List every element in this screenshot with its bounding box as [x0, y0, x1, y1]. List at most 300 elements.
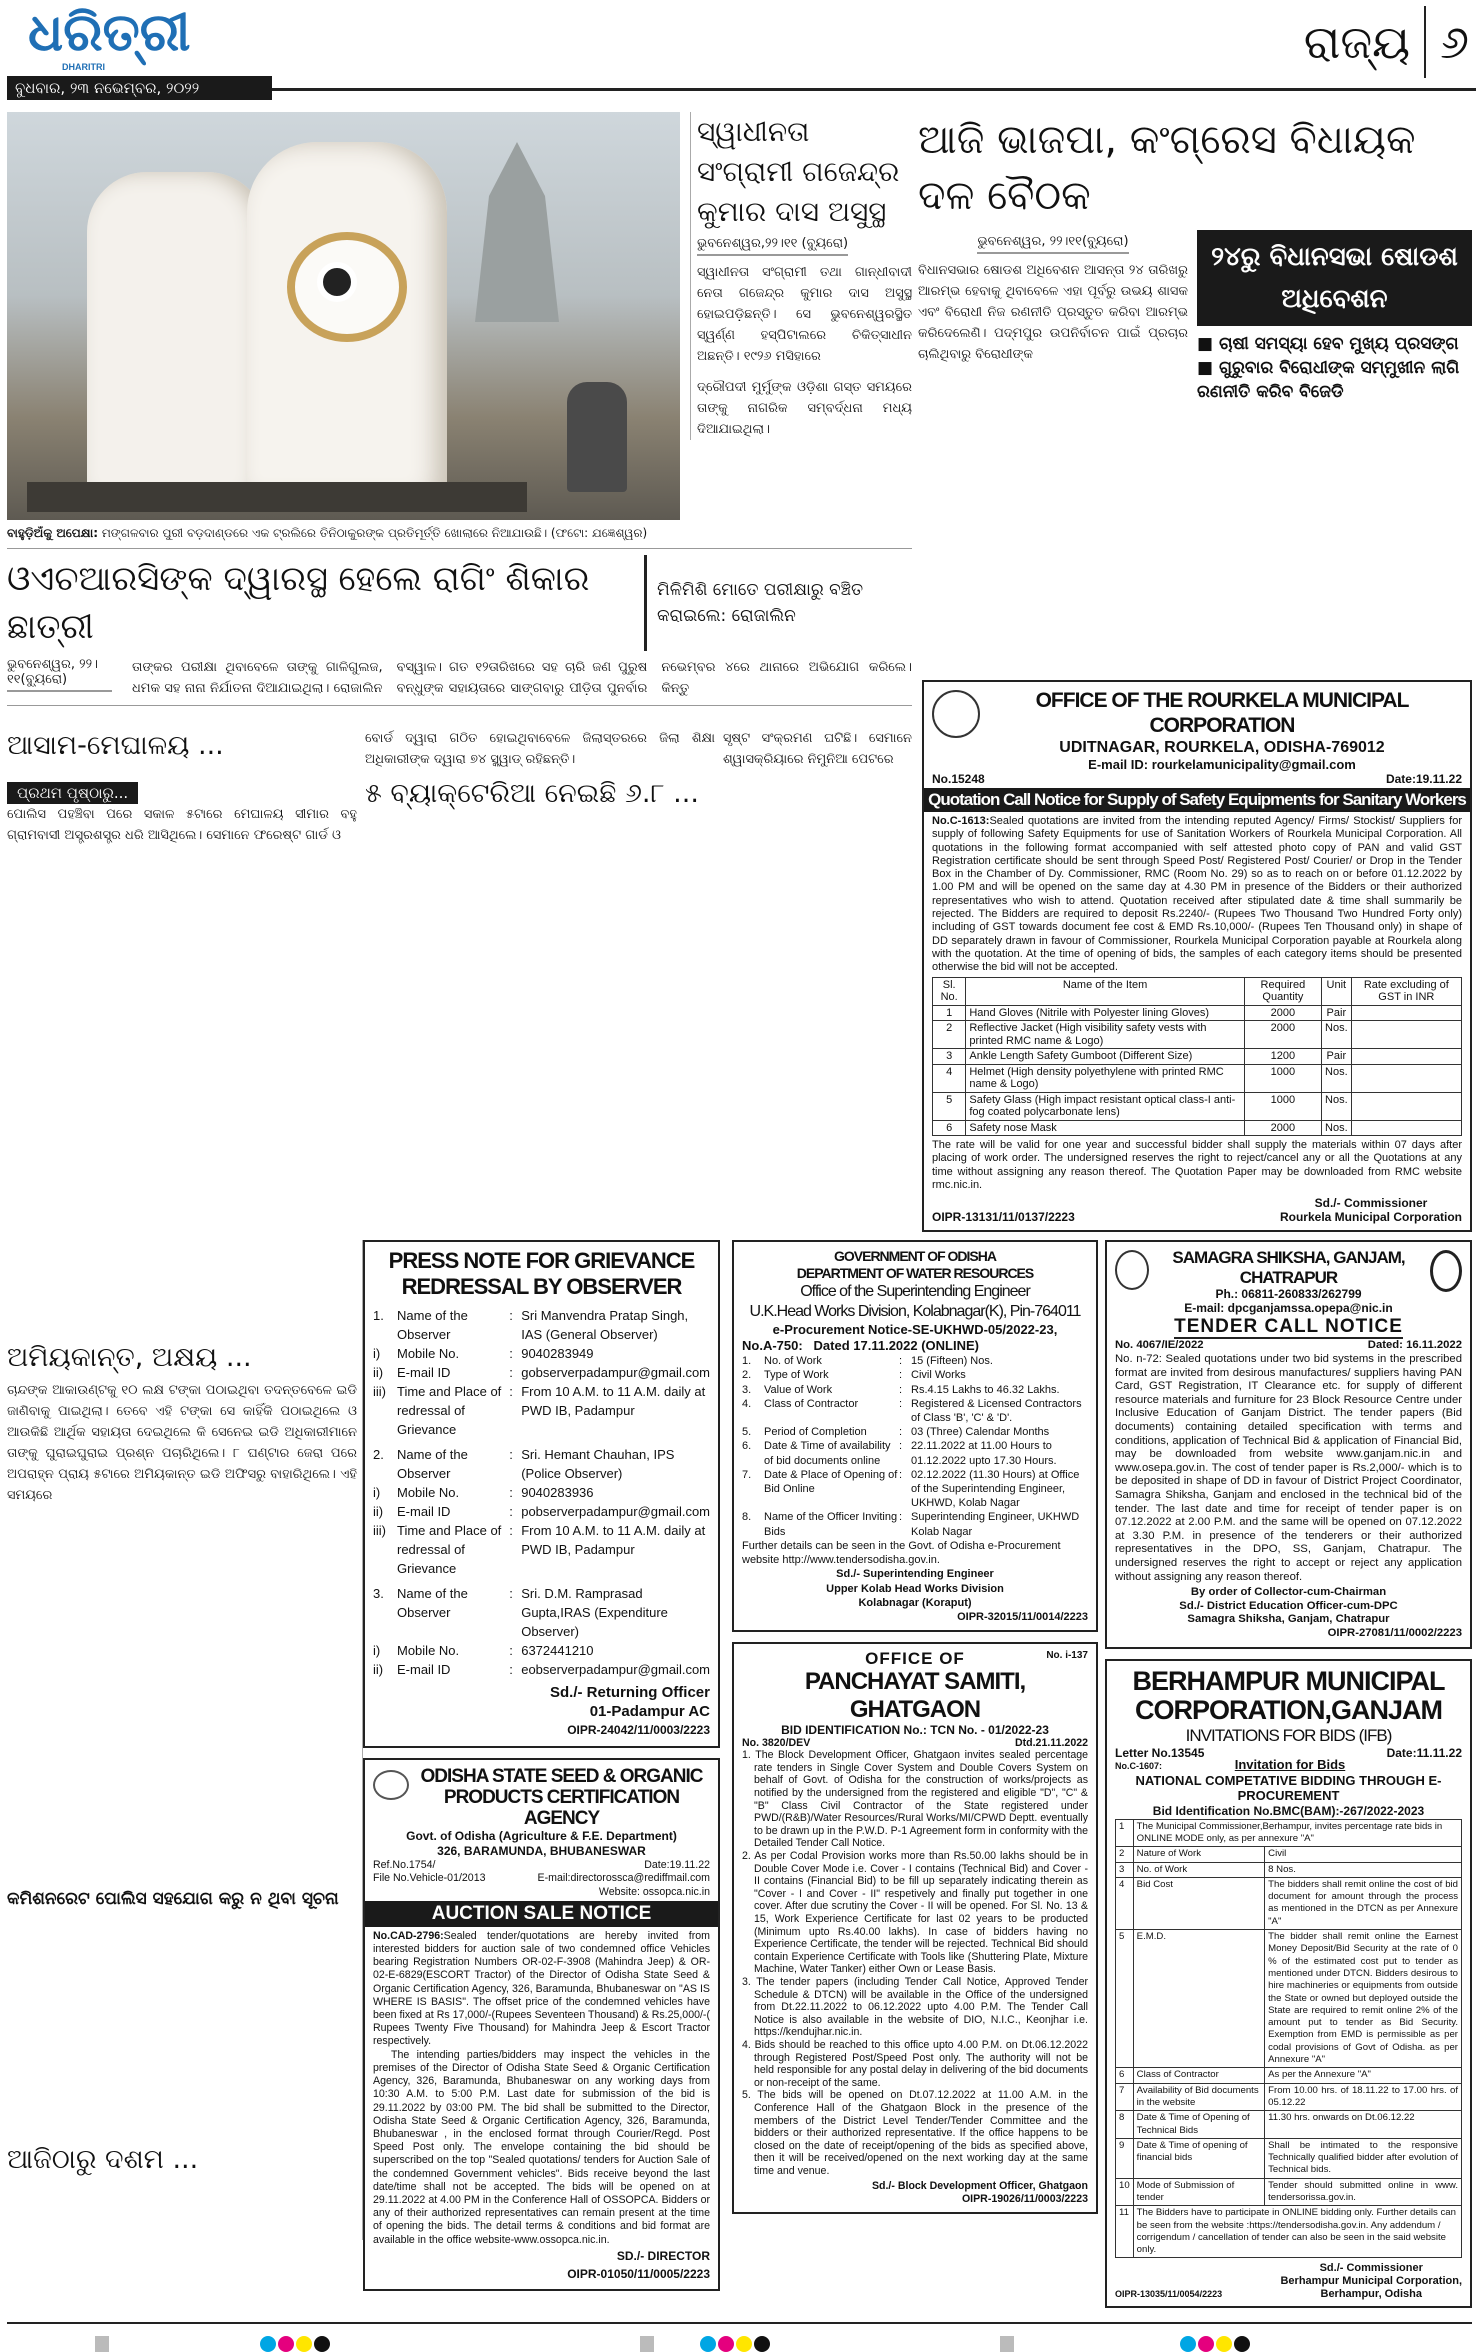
story-assembly-headline: ଆଜି ଭାଜପା, କଂଗ୍ରେସ ବିଧାୟକ ଦଳ ବୈଠକ	[918, 117, 1416, 219]
tender-item: 1. The Block Development Officer, Ghatgaon invites sealed percentage rate tenders in Single Cover System and Double Covers System on behalf of Govt. of Odisha for the construction of works/projects as notified by the undersigned from the registered and eligible "D", "C" & "B" Class Civil Contractor of the State registered under PWD/(R&B)/Water Resources/Rural Works/MI/CPWD Deptt. eventually to be drawn up in the P.W.D. P-1 Agreement form in conformity with the Detailed Tender Call Notice.	[742, 1749, 1088, 1850]
table-cell: No. of Work	[1133, 1862, 1264, 1877]
ad-body: No. n-72: Sealed quotations under two bid systems in the prescribed format are invited from desirous manufactures/ suppliers having PAN Card, GST Registration, IT Clearance etc. for supply of different resource materials and furniture for 23 Block Resource Centre under Inclusive Education of Ganjam District. The tender papers (Bid documents) containing detailed specification with terms and conditions, application of Technical Bid & application of Financial Bid, may be downloaded from website www.ganjam.nic.in and www.osepa.gov.in. The cost of tender paper is Rs.2,000/- which is to be deposited in shape of DD in favour of District Project Coordinator, Samagra Shiksha, Ganjam and enclosed in the technical bid of the tender. The last date and time for receipt of tender paper is on 07.12.2022 at 2.00 P.M. and the same will be opened on 07.12.2022 at 3.30 P.M. in presence of the tenderers or their authorized representatives in the DPO, SS, Ganjam, Chatrapur. The undersigned reserves the right to accept or reject any application without assigning any reason thereof.	[1115, 1353, 1462, 1583]
ad-website: Website: ossopca.nic.in	[598, 1885, 710, 1898]
table-row	[933, 1021, 1462, 1049]
bid-id: Bid Identification No.BMC(BAM):-267/2022-2023	[1152, 1803, 1425, 1818]
table-cell	[1351, 1064, 1461, 1092]
field-value: 22.11.2022 at 11.00 Hours to 01.12.2022 upto 17.30 Hours.	[911, 1440, 1057, 1467]
ad-department: Govt. of Odisha (Agriculture & F.E. Department)	[406, 1829, 677, 1844]
table-cell: 5	[933, 1092, 966, 1120]
dateline: ଭୁବନେଶ୍ୱର, ୨୨।୧୧(ବ୍ୟୁରୋ)	[977, 234, 1128, 254]
table-cell: The Municipal Commissioner,Berhampur, invites percentage rate bids in ONLINE MODE only, as per annexure "A"	[1133, 1819, 1461, 1847]
section-heading: ଆଜିଠାରୁ ଦଶମ ...	[7, 2144, 199, 2176]
footer-rule	[7, 2322, 1472, 2324]
separator: :	[509, 1365, 513, 1381]
table-cell	[1351, 1021, 1461, 1049]
separator: :	[899, 1468, 903, 1481]
section-heading: ୫ ବ୍ୟାକ୍ଟେରିଆ ନେଇଛି ୬.୮ ...	[365, 778, 699, 809]
logo-subtitle: DHARITRI	[62, 62, 105, 72]
table-cell: 8 Nos.	[1265, 1862, 1462, 1877]
session-bullets	[1197, 332, 1472, 404]
field-value: 6372441210	[521, 1643, 594, 1659]
table-cell: Pair	[1322, 1005, 1352, 1021]
field-label: Type of Work	[764, 1369, 829, 1382]
table-cell: Shall be intimated to the responsive Technically qualified bidder after evolution of Technical bids.	[1265, 2138, 1462, 2178]
notice-number: e-Procurement Notice-SE-UKHWD-05/2022-23,	[772, 1322, 1058, 1338]
signatory-order: By order of Collector-cum-Chairman	[1190, 1586, 1387, 1599]
table-cell: 2000	[1244, 1120, 1321, 1136]
item-index: iii)	[373, 1523, 386, 1539]
item-index: ii)	[373, 1504, 384, 1520]
oipr-number: OIPR-19026/11/0003/2223	[961, 2193, 1088, 2206]
items-table	[932, 977, 1462, 1137]
signatory-office: Berhampur Municipal Corporation,	[1280, 2275, 1462, 2288]
table-row	[1116, 2138, 1462, 2178]
story-ragging-subhead: ମିଳିମିଶି ମୋତେ ପରୀକ୍ଷାରୁ ବଞ୍ଚିତ କରାଇଲେ: ରୋଜାଲିନ	[657, 580, 864, 626]
field-label: Period of Completion	[764, 1426, 867, 1439]
separator: :	[509, 1662, 513, 1678]
table-cell: 11.30 hrs. onwards on Dt.06.12.22	[1265, 2111, 1462, 2139]
ref-number: Ref.No.1754/	[373, 1859, 436, 1872]
tender-items	[742, 1749, 1088, 2177]
field-label: Time and Place of redressal of Grievance	[397, 1523, 502, 1577]
ad-title: SAMAGRA SHIKSHA, GANJAM, CHATRAPUR	[1172, 1248, 1405, 1288]
table-cell: 2000	[1244, 1021, 1321, 1049]
ad-subtitle: INVITATIONS FOR BIDS (IFB)	[1185, 1725, 1392, 1745]
notice-date: Dated 17.11.2022 (ONLINE)	[813, 1338, 979, 1354]
ad-rourkela-municipal	[922, 680, 1472, 1232]
table-cell	[1351, 1092, 1461, 1120]
table-cell: The bidders shall remit online the cost of bid document for amount through the process as mentioned in the DTCN as per Annexure "A"	[1265, 1877, 1462, 1929]
field-label: Value of Work	[764, 1383, 833, 1396]
bullet-item: ■ ଗୁରୁବାର ବିରୋଧୀଙ୍କ ସମ୍ମୁଖୀନ ଲାଗି ରଣନୀତି କରିବ ବିଜେଡି	[1197, 358, 1460, 402]
section-body: ଚାନ୍ଦଙ୍କ ଆକାଉଣ୍ଟକୁ ୧୦ ଲକ୍ଷ ଟଙ୍କା ପଠାଇଥିବା ତଦନ୍ତବେଳେ ଇଡି ଜାଣିବାକୁ ପାଇଥିଲା। ତେବେ ଏହି ଟଙ୍କା ସେ କାହିଁକି ପଠାଇଥିଲେ ଓ ଆଉକିଛି ଆର୍ଥିକ ସହାୟତା ଦେଇଥିଲେ କି ସେନେଇ ଇଡି ଅଧିକାରୀମାନେ ତାଙ୍କୁ ଘୁରାଇଘୁରାଇ ପ୍ରଶ୍ନ ପଚାରିଥିଲେ। ୮ ଘଣ୍ଟାର ଜେରା ପରେ ଅପରାହ୍ନ ପ୍ରାୟ ୫ଟାରେ ଅମିୟକାନ୍ତ ଇଡି ଅଫିସରୁ ବାହାରିଥିଲେ। ଏହି ସମୟରେ	[7, 1383, 357, 1504]
section-rule	[7, 548, 912, 549]
table-cell: 1	[933, 1005, 966, 1021]
table-cell: Date & Time of Opening of Technical Bids	[1133, 2111, 1264, 2139]
field-label: E-mail ID	[397, 1662, 451, 1678]
separator: :	[899, 1369, 903, 1382]
field-value: 02.12.2022 (11.30 Hours) at Office of the Superintending Engineer, UKHWD, Kolab Nagar	[911, 1468, 1080, 1510]
signatory-location: Kolabnagar (Koraput)	[858, 1596, 972, 1609]
table-cell: Nos.	[1322, 1064, 1352, 1092]
item-index: 3.	[373, 1586, 384, 1602]
field-value: From 10 A.M. to 11 A.M. daily at PWD IB, Padampur	[521, 1384, 706, 1419]
separator: :	[509, 1384, 513, 1400]
table-row	[1116, 1847, 1462, 1862]
signatory-office: Samagra Shiksha, Ganjam, Chatrapur	[1187, 1613, 1390, 1626]
table-row	[933, 1005, 1462, 1021]
field-label: Name of the Observer	[397, 1586, 468, 1621]
story-freedom-fighter	[690, 112, 912, 440]
table-cell: Availability of Bid documents in the website	[1133, 2083, 1264, 2111]
ref-number: No.C-1607:	[1115, 1761, 1163, 1772]
table-cell: 4	[933, 1064, 966, 1092]
field-value: Sri. D.M. Ramprasad Gupta,IRAS (Expenditure Observer)	[521, 1586, 668, 1640]
separator: :	[899, 1383, 903, 1396]
item-index: 1.	[742, 1355, 752, 1368]
table-cell: 1000	[1244, 1092, 1321, 1120]
item-index: 1.	[373, 1308, 384, 1324]
ad-title: OFFICE OF THE ROURKELA MUNICIPAL CORPORATION	[1035, 689, 1409, 737]
table-cell: Pair	[1322, 1049, 1352, 1065]
field-value: Civil Works	[911, 1369, 966, 1382]
separator: :	[899, 1426, 903, 1439]
section-divider	[1424, 6, 1426, 78]
field-label: E-mail ID	[397, 1504, 451, 1520]
ad-number: No.15248	[932, 772, 985, 786]
field-value: 9040283949	[521, 1346, 594, 1362]
ad-footer: The rate will be valid for one year and successful bidder shall supply the materials within 07 days after placing of work order. The undersigned reserves the right to reject/cancel any or all the Quotations at any time without assigning any reason thereof. The Quotation Paper may be downloaded from RMC website rmc.nic.in.	[932, 1139, 1462, 1191]
ss-logo-icon	[1430, 1250, 1462, 1292]
item-index: 2.	[742, 1369, 752, 1382]
table-row	[1116, 1877, 1462, 1929]
field-value: 9040283936	[521, 1485, 594, 1501]
item-index: i)	[373, 1485, 381, 1501]
ad-phone: Ph.: 06811-260833/262799	[1215, 1287, 1362, 1302]
field-label: Mobile No.	[397, 1643, 460, 1659]
bid-id: BID IDENTIFICATION No.: TCN No. - 01/2022-23	[781, 1723, 1049, 1738]
section-rule	[7, 705, 912, 706]
caption-text: ମଙ୍ଗଳବାର ପୁରୀ ବଡ଼ଦାଣ୍ଡରେ ଏକ ଟ୍ରଲିରେ ତିନିଠାକୁରଙ୍କ ପ୍ରତିମୂର୍ତ୍ତି ଖୋଲାରେ ନିଆଯାଉଛି। (ଫଟୋ: ଯଜ୍ଞେଶ୍ୱର)	[98, 526, 648, 540]
table-cell	[1351, 1120, 1461, 1136]
ad-panchayat-samiti	[732, 1642, 1098, 2214]
table-cell: As per the Annexure "A"	[1265, 2068, 1462, 2083]
invitation-heading: Invitation for Bids	[1234, 1757, 1346, 1773]
ad-date: Date:11.11.22	[1386, 1745, 1462, 1760]
ad-govt: GOVERNMENT OF ODISHA	[833, 1248, 996, 1265]
observer-list	[373, 1306, 710, 1679]
signatory-office: Upper Kolab Head Works Division	[826, 1582, 1004, 1595]
story-ragging-headline: ଓଏଚଆରସିଙ୍କ ଦ୍ୱାରସ୍ଥ ହେଲେ ରାଗିଂ ଶିକାର ଛାତ୍ରୀ	[7, 555, 647, 651]
ad-press-note-observer	[363, 1240, 720, 1748]
item-index: i)	[373, 1643, 381, 1659]
ref-number: No.A-750:	[742, 1338, 803, 1354]
item-index: 3.	[742, 1383, 752, 1396]
top-right-region	[918, 112, 1472, 1232]
ad-banner: TENDER CALL NOTICE	[1174, 1316, 1403, 1338]
front-page-label: ପ୍ରଥମ ପୃଷ୍ଠାରୁ...	[7, 782, 138, 804]
table-row	[1116, 2206, 1462, 2258]
tender-item: 3. The tender papers (including Tender Call Notice, Approved Tender Schedule & DTCN) will be available in the Office of the undersigned from Dt.22.11.2022 to 06.12.2022 upto 4.00 P.M. The Tender Call Notice is also available in the website of DIO, N.I.C., Keonjhar i.e. https://kendujhar.nic.in.	[742, 1975, 1088, 2039]
field-label: No. of Work	[764, 1355, 822, 1368]
field-label: Time and Place of redressal of Grievance	[397, 1384, 502, 1438]
table-cell: 4	[1116, 1877, 1134, 1929]
signatory-location: Berhampur, Odisha	[1320, 2287, 1422, 2300]
field-label: Class of Contractor	[764, 1397, 859, 1410]
table-cell: 6	[1116, 2068, 1134, 2083]
signatory: SD./- DIRECTOR	[616, 2248, 710, 2263]
trolley	[27, 482, 527, 512]
effigy-eye	[317, 262, 357, 302]
table-cell: 10	[1116, 2178, 1134, 2206]
session-box: ୨୪ରୁ ବିଧାନସଭା ଷୋଡଶ ଅଧିବେଶନ	[1197, 230, 1472, 326]
field-label: Date & Time of availability of bid documents online	[764, 1440, 891, 1467]
tender-item: 2. As per Codal Provision works more than Rs.50.00 lakhs should be in Double Cover Mode i.e. Cover - I contains (Technical Bid) and Cover - II contains (Financial Bid) to be fill up separately indicating therein as "Cover - I and Cover - II" respetively and finally put together in one cover. After due scrutiny the Cover - II will be opened. For Sl. No. 13 & 15, Work Experience Certificate for last 02 years to be producted (Minimum upto Rs.40.00 lakhs). In case of bidders having no Experience Certificate, the tender will be rejected. Technical Bid should contain Experience Certificate with Tools like (Shuttering Plate, Mixture Machine, Water Tanker) either Own or Lease Basis.	[742, 1850, 1088, 1976]
table-row	[933, 1064, 1462, 1092]
ad-address: UDITNAGAR, ROURKELA, ODISHA-769012	[1059, 739, 1385, 756]
ad-seed-certification	[363, 1758, 720, 2290]
tender-item: 4. Bids should be reached to this office upto 4.00 P.M. on Dt.06.12.2022 through Registered Post/Speed Post only. The authority will not be held responsible for any postal delay in delivering of the bid documents or non-receipt of the same.	[742, 2038, 1088, 2089]
table-row	[933, 1120, 1462, 1136]
ad-division: U.K.Head Works Division, Kolabnagar(K), Pin-764011	[749, 1303, 1081, 1321]
item-index: 6.	[742, 1440, 752, 1453]
story-ragging-body	[7, 657, 912, 699]
field-value: Superintending Engineer, UKHWD Kolab Nagar	[911, 1511, 1080, 1538]
item-index: ii)	[373, 1662, 384, 1678]
table-row	[1116, 2068, 1462, 2083]
story-body: ବିଧାନସଭାର ଷୋଡଶ ଅଧିବେଶନ ଆସନ୍ତା ୨୪ ତାରିଖରୁ ଆରମ୍ଭ ହେବାକୁ ଥିବାବେଳେ ଏହା ପୂର୍ବରୁ ଉଭୟ ଶାସକ ଏବଂ ବିରୋଧୀ ନିଜ ରଣନୀତି ପ୍ରସ୍ତୁତ କରିବା ଆରମ୍ଭ କରିଦେଲେଣି। ପଦ୍ମପୁର ଉପନିର୍ବାଚନ ପାଇଁ ପ୍ରଚାର ଚାଲିଥିବାରୁ ବିରୋଧୀଙ୍କ	[918, 263, 1188, 362]
section-header	[1304, 4, 1469, 80]
item-index: 8.	[742, 1511, 752, 1524]
further-details: Further details can be seen in the Govt. of Odisha e-Procurement website http://www.tendersodisha.gov.in.	[742, 1539, 1061, 1567]
table-row	[1116, 2178, 1462, 2206]
signatory-office: Rourkela Municipal Corporation	[1279, 1210, 1462, 1225]
lead-photo	[7, 112, 680, 520]
story-body: ତାଙ୍କର ପରୀକ୍ଷା ଥିବାବେଳେ ତାଙ୍କୁ ଗାଳିଗୁଲଜ, ଧମକ ସହ ନାନା ନିର୍ଯାତନା ଦିଆଯାଇଥିଲା। ରୋଜାଲିନ ବସ୍ୱାଳ। ଗତ ୧୨ତାରିଖରେ ସହ ଚାରି ଜଣ ପୁରୁଷ ବନ୍ଧୁଙ୍କ ସହାୟତାରେ ସାଙ୍ଗବାରୁ ପୀଡ଼ିତା ପୁନର୍ବାର ନଭେମ୍ବର ୪ରେ ଥାନାରେ ଅଭିଯୋଗ କରିଲେ। କିନ୍ତୁ	[132, 660, 912, 696]
section-body: ବୋର୍ଡ ଦ୍ୱାରା ଗଠିତ ହୋଇଥିବାବେଳେ ଜିଲାସ୍ତରରେ ଜିଲା ଶିକ୍ଷା ଅଧିକାରୀଙ୍କ ଦ୍ୱାରା ୭୪ ସ୍କ୍ୱାଡ୍ ରହିଛନ୍ତି।	[365, 731, 715, 767]
office-of: OFFICE OF	[865, 1649, 965, 1669]
table-cell: E.M.D.	[1133, 1930, 1264, 2068]
separator: :	[509, 1485, 513, 1501]
oipr-number: OIPR-13035/11/0054/2223	[1115, 2288, 1223, 2299]
photo-caption	[7, 524, 687, 542]
tender-item: 5. The bids will be opened on Dt.07.12.2022 at 11.00 A.M. in the Conference Hall of the Ghatgaon Block in the presence of the members of the District Level Tender/Tender Committee and the bidders or their authorized representative. If the office happens to be closed on the date of receipt/opening of the bids as specified above, then it will be received/opened on the next working day at the same time and venue.	[742, 2089, 1088, 2177]
signatory: Sd./- Commissioner	[1319, 2262, 1423, 2275]
table-cell: Ankle Length Safety Gumboot (Different Size)	[966, 1049, 1244, 1065]
story-assembly-body	[918, 230, 1188, 365]
table-row	[1116, 2111, 1462, 2139]
table-cell: Safety Glass (High impact resistant optical class-I anti-fog coated polycarbonate lens)	[966, 1092, 1244, 1120]
table-cell: 3	[1116, 1862, 1134, 1877]
table-row	[933, 1092, 1462, 1120]
table-cell: 9	[1116, 2138, 1134, 2178]
section-heading: କମିଶନରେଟ ପୋଲିସ ସହଯୋଗ କରୁ ନ ଥିବା ସୂଚନା	[7, 1889, 339, 1910]
table-cell: Nos.	[1322, 1120, 1352, 1136]
field-value: Rs.4.15 Lakhs to 46.32 Lakhs.	[911, 1383, 1060, 1396]
ad-office: Office of the Superintending Engineer	[800, 1283, 1030, 1301]
item-index: 5.	[742, 1426, 752, 1439]
field-label: E-mail ID	[397, 1365, 451, 1381]
ad-body: No.C-1613:Sealed quotations are invited from the intending reputed Agency/ Firms/ Stockist/ Suppliers for supply of following Safety Equipments for use of Sanitation Workers of Rourkela Municipal Corporation. All quotations in the following format accompanied with self attested photo copy of PAN and valid GST Registration certificate should be sent through Speed Post/ Registered Post/ Courier/ or Drop in the Tender Box in the Chamber of Dy. Commissioner, RMC (Room No. 29) so as to reach on or before 01.12.2022 by 1.00 PM and will be opened on the same day at 4.30 PM in presence of the Bidders or their authorized representatives who wish to attend. Quotation received after stipulated date & time shall summarily be rejected. The Bidders are required to deposit Rs.2240/- (Rupees Two Thousand Two Hundred Forty only) including of GST towards document fee cost & EMD Rs.10,000/- (Rupees Ten Thousand only) in shape of DD separately drawn in favour of Commissioner, Rourkela Municipal Corporation payable at Rourkela along with the quotation. At the time of opening of bids, the samples of each category items should be presented otherwise the bid will not be accepted.	[932, 815, 1462, 974]
file-number: File No.Vehicle-01/2013	[373, 1872, 486, 1885]
item-index: iii)	[373, 1384, 386, 1400]
oipr-number: OIPR-24042/11/0003/2223	[567, 1723, 710, 1738]
table-cell: Nature of Work	[1133, 1847, 1264, 1862]
bid-table	[1115, 1819, 1462, 2259]
table-header: Sl. No.	[933, 977, 966, 1005]
table-cell: 6	[933, 1120, 966, 1136]
table-cell: The Bidders have to participate in ONLINE bidding only. Further details can be seen from the website :https://tendersodisha.gov.in. Any addendum / corrigendum / cancellation of tender can also be seen in the said website only.	[1133, 2206, 1461, 2258]
dateline: ଭୁବନେଶ୍ୱର, ୨୨।୧୧(ବ୍ୟୁରୋ)	[7, 657, 112, 692]
item-index: 2.	[373, 1447, 384, 1463]
signatory: Sd./- Commissioner	[1314, 1196, 1428, 1211]
tender-details	[742, 1354, 1088, 1539]
field-value: eobserverpadampur@gmail.com	[521, 1662, 710, 1678]
ad-samagra-shiksha	[1105, 1240, 1472, 1648]
left-column-stories	[7, 1240, 363, 2240]
table-cell: 1200	[1244, 1049, 1321, 1065]
table-cell: 3	[933, 1049, 966, 1065]
temple-silhouette	[447, 142, 587, 322]
story-body: ସ୍ୱାଧୀନତା ସଂଗ୍ରାମୀ ତଥା ଗାନ୍ଧୀବାଦୀ ନେତା ଗଜେନ୍ଦ୍ର କୁମାର ଦାସ ଅସୁସ୍ଥ ହୋଇପଡ଼ିଛନ୍ତି। ସେ ଭୁବନେଶ୍ୱରସ୍ଥିତ ସ୍ୱର୍ଣ୍ଣ ହସ୍ପିଟାଲରେ ଚିକିତ୍ସାଧୀନ ଅଛନ୍ତି। ୧୯୨୬ ମସିହାରେ	[697, 265, 912, 364]
section-body: ସୃଷ୍ଟ ସଂକ୍ରମଣ ଘଟିଛି। ସେମାନେ ଶ୍ୱାସକ୍ରିୟାରେ ନିମୁନିଆ ପେଟରେ	[723, 731, 912, 767]
cyclist	[567, 382, 627, 492]
separator: :	[509, 1504, 513, 1520]
ad-title: BERHAMPUR MUNICIPAL CORPORATION,GANJAM	[1132, 1665, 1445, 1725]
rmc-seal-icon	[932, 690, 980, 738]
table-cell: Civil	[1265, 1847, 1462, 1862]
field-value: 15 (Fifteen) Nos.	[911, 1355, 993, 1368]
table-cell: 2	[933, 1021, 966, 1049]
headline: ସ୍ୱାଧୀନତା ସଂଗ୍ରାମୀ ଗଜେନ୍ଦ୍ର କୁମାର ଦାସ ଅସୁସ୍ଥ	[697, 115, 900, 228]
field-value: gobserverpadampur@gmail.com	[521, 1365, 710, 1381]
masthead-rule	[272, 88, 1476, 91]
table-cell: From 10.00 hrs. of 18.11.22 to 17.00 hrs. of 05.12.22	[1265, 2083, 1462, 2111]
oipr-number: OIPR-01050/11/0005/2223	[567, 2266, 710, 2281]
table-row	[1116, 1862, 1462, 1877]
table-row	[1116, 2083, 1462, 2111]
table-cell	[1351, 1049, 1461, 1065]
separator: :	[509, 1447, 513, 1463]
field-label: Mobile No.	[397, 1346, 460, 1362]
ad-date: Date:19.11.22	[644, 1859, 710, 1872]
caption-label: ବାହୁଡ଼ିଅଁକୁ ଅପେକ୍ଷା:	[7, 526, 99, 540]
ref-number: No. 3820/DEV	[742, 1736, 811, 1749]
ad-berhampur-municipal	[1105, 1659, 1472, 2309]
deity-effigy-left	[87, 172, 267, 502]
table-cell: 1000	[1244, 1064, 1321, 1092]
separator: :	[509, 1346, 513, 1362]
field-label: Mobile No.	[397, 1485, 460, 1501]
table-cell: Safety nose Mask	[966, 1120, 1244, 1136]
signatory: Sd./- Superintending Engineer	[836, 1568, 994, 1581]
table-cell: 2	[1116, 1847, 1134, 1862]
oipr-number: OIPR-13131/11/0137/2223	[932, 1210, 1075, 1225]
masthead	[0, 0, 1476, 108]
table-cell: The bidder shall remit online the Earnest Money Deposit/Bid Security at the rate of 0 % of the estimated cost put to tender as mentioned under DTCN. Bidders desirous to hire machineries or equipments from outside the State or owned but deployed outside the State are required to remit online 2% of the amount put to tender as Bid Security. Exemption from EMD is permissible as per codal provisions of Govt of Odisha. as per Annexure "A"	[1265, 1930, 1462, 2068]
field-value: From 10 A.M. to 11 A.M. daily at PWD IB, Padampur	[521, 1523, 706, 1558]
table-cell: 7	[1116, 2083, 1134, 2111]
bottom-region	[7, 1240, 1472, 2318]
section-heading: ଅମିୟକାନ୍ତ, ଅକ୍ଷୟ ...	[7, 1342, 252, 1374]
story-body-end: ଦ୍ରୌପଦୀ ମୁର୍ମୁଙ୍କ ଓଡ଼ିଶା ଗସ୍ତ ସମୟରେ ତାଙ୍କୁ ନାଗରିକ ସମ୍ବର୍ଦ୍ଧନା ମଧ୍ୟ ଦିଆଯାଇଥିଲା।	[697, 380, 912, 437]
section-name: ରାଜ୍ୟ	[1303, 15, 1411, 69]
ad-address: 326, BARAMUNDA, BHUBANESWAR	[437, 1844, 646, 1859]
continued-col-3	[723, 722, 912, 770]
ad-number: No. 4067/IE/2022	[1115, 1339, 1204, 1352]
item-index: 4.	[742, 1397, 752, 1410]
separator: :	[899, 1511, 903, 1524]
continued-col-2	[365, 722, 715, 816]
field-label: Name of the Officer Inviting Bids	[764, 1511, 898, 1538]
ad-body-2: The intending parties/bidders may inspect the vehicles in the premises of the Director of Odisha State Seed & Organic Certification Agency, 326, Baramunda, Bhubaneswar on any working days from 10:30 A.M. to 5:00 P.M. Last date for submission of the bid is 29.11.2022 by 03:00 PM. The bid shall be submitted to the Director, Odisha State Seed & Organic Certification Agency, 326, Baramunda, Bhubaneswar , in the enclosed format through Courier/Regd. Post Speed Post only. The envelope containing the bid should be superscribed on the top "Sealed quotations/ tenders for Auction Sale of the condemned Government vehicles". Bids receive beyond the last date/time shall not be accepted. The bids will be opened on at 29.11.2022 at 4.00 PM in the Conference Hall of OSSOPCA. Bidders or any of their authorized representatives can remain present at the time of opening the bids. The detail terms & conditions and bid format are available in the office website-www.ossopca.nic.in.	[373, 2048, 710, 2246]
table-cell: Nos.	[1322, 1021, 1352, 1049]
ncb-heading: NATIONAL COMPETATIVE BIDDING THROUGH E-PROCUREMENT	[1135, 1772, 1442, 1803]
table-cell: Mode of Submission of tender	[1133, 2178, 1264, 2206]
table-cell: Nos.	[1322, 1092, 1352, 1120]
ad-date: Dated: 16.11.2022	[1367, 1339, 1462, 1352]
field-value: Registered & Licensed Contractors of Class 'B', 'C' & 'D'.	[911, 1397, 1082, 1425]
field-label: Date & Place of Opening of Bid Online	[764, 1468, 898, 1496]
table-row	[1116, 1819, 1462, 1847]
table-header: Required Quantity	[1244, 977, 1321, 1005]
issue-date: ବୁଧବାର, ୨୩ ନଭେମ୍ବର, ୨୦୨୨	[7, 76, 272, 100]
ad-date: Dtd.21.11.2022	[1014, 1736, 1088, 1749]
ad-email: E-mail ID: rourkelamunicipality@gmail.com	[1088, 757, 1356, 772]
ad-department: DEPARTMENT OF WATER RESOURCES	[796, 1265, 1034, 1282]
table-cell	[1351, 1005, 1461, 1021]
table-cell: 8	[1116, 2111, 1134, 2139]
table-cell: Date & Time of opening of financial bids	[1133, 2138, 1264, 2178]
logo: ଧରିତ୍ରୀ	[28, 3, 191, 63]
table-cell: Tender should submitted online in www. tendersorissa.gov.in.	[1265, 2178, 1462, 2206]
table-header: Unit	[1322, 977, 1352, 1005]
signatory: Sd./- Block Development Officer, Ghatgaon	[871, 2180, 1088, 2193]
ad-banner: Quotation Call Notice for Supply of Safety Equipments for Sanitary Workers	[924, 788, 1470, 812]
table-cell: Bid Cost	[1133, 1877, 1264, 1929]
separator: :	[509, 1308, 513, 1324]
bullet-item: ■ ଚାଷୀ ସମସ୍ୟା ହେବ ମୁଖ୍ୟ ପ୍ରସଙ୍ଗ	[1197, 334, 1459, 354]
emblem-icon	[1115, 1250, 1149, 1290]
separator: :	[899, 1355, 903, 1368]
top-left-region	[7, 112, 912, 846]
separator: :	[509, 1643, 513, 1659]
ad-date: Date:19.11.22	[1385, 772, 1462, 786]
field-label: Name of the Observer	[397, 1447, 468, 1482]
continued-col-1	[7, 722, 357, 846]
table-header: Rate excluding of GST in INR	[1351, 977, 1461, 1005]
page-number: ୬	[1440, 15, 1469, 69]
ad-water-resources	[732, 1240, 1098, 1632]
field-value: Sri. Hemant Chauhan, IPS (Police Observer)	[521, 1447, 675, 1482]
ad-title: PRESS NOTE FOR GRIEVANCE REDRESSAL BY OBSERVER	[388, 1248, 695, 1300]
ad-body: No.CAD-2796:Sealed tender/quotations are hereby invited from interested bidders for auction sale of two condemned office Vehicles bearing Registration Numbers OR-02-F-3908 (Mahindra Jeep) & OR-02-E-6829(ESCORT Tractor) of the Director of Odisha State Seed & Organic Certification Agency, 326, Baramunda, Bhubaneswar on "AS IS WHERE IS BASIS". The offset price of the condemned vehicles have been fixed at Rs 17,000/-(Rupees Seventeen Thousand) & Rs.25,000/-( Rupees Twenty Five Thousand) for Mahindra Jeep & Escort Tractor respectively.	[373, 1929, 710, 2048]
signatory: Sd./- District Education Officer-cum-DPC	[1179, 1599, 1398, 1612]
section-body: ପୋଲିସ ପହଞ୍ଚିବା ପରେ ସକାଳ ୫ଟାରେ ମେଘାଳୟ ସୀମାର ବହୁ ଗ୍ରାମବାସୀ ଅସ୍ତ୍ରଶସ୍ତ୍ର ଧରି ଆସିଥିଲେ। ସେମାନେ ଫରେଷ୍ଟ ଗାର୍ଡ ଓ	[7, 807, 357, 843]
table-cell: 1	[1116, 1819, 1134, 1847]
table-header: Name of the Item	[966, 977, 1244, 1005]
table-cell: 5	[1116, 1930, 1134, 2068]
signatory: Sd./- Returning Officer	[549, 1684, 710, 1702]
ad-email: E-mail: dpcganjamssa.opepa@nic.in	[1184, 1300, 1393, 1315]
field-value: pobserverpadampur@gmail.com	[521, 1504, 710, 1520]
oipr-number: OIPR-27081/11/0002/2223	[1327, 1626, 1462, 1639]
table-row	[933, 1049, 1462, 1065]
table-cell: Hand Gloves (Nitrile with Polyester lining Gloves)	[966, 1005, 1244, 1021]
section-heading: ଆସାମ-ମେଘାଳୟ ...	[7, 730, 224, 761]
table-cell: Reflective Jacket (High visibility safety vests with printed RMC name & Logo)	[966, 1021, 1244, 1049]
item-index: 7.	[742, 1468, 752, 1481]
field-label: Name of the Observer	[397, 1308, 468, 1343]
item-index: ii)	[373, 1365, 384, 1381]
field-value: Sri Manvendra Pratap Singh, IAS (General Observer)	[521, 1308, 689, 1343]
separator: :	[509, 1586, 513, 1602]
table-cell: Helmet (High density polyethylene with printed RMC name & Logo)	[966, 1064, 1244, 1092]
separator: :	[899, 1397, 903, 1410]
letter-number: Letter No.13545	[1115, 1745, 1205, 1760]
separator: :	[899, 1440, 903, 1453]
table-cell: 11	[1116, 2206, 1134, 2258]
table-cell: Class of Contractor	[1133, 2068, 1264, 2083]
oipr-number: OIPR-32015/11/0014/2223	[957, 1610, 1088, 1623]
separator: :	[509, 1523, 513, 1539]
dateline: ଭୁବନେଶ୍ୱର,୨୨।୧୧ (ବ୍ୟୁରୋ)	[697, 236, 848, 256]
signatory-office: 01-Padampur AC	[589, 1703, 710, 1721]
item-index: i)	[373, 1346, 381, 1362]
ad-number: No. i-137	[1046, 1650, 1088, 1662]
field-value: 03 (Three) Calendar Months	[911, 1426, 1050, 1439]
